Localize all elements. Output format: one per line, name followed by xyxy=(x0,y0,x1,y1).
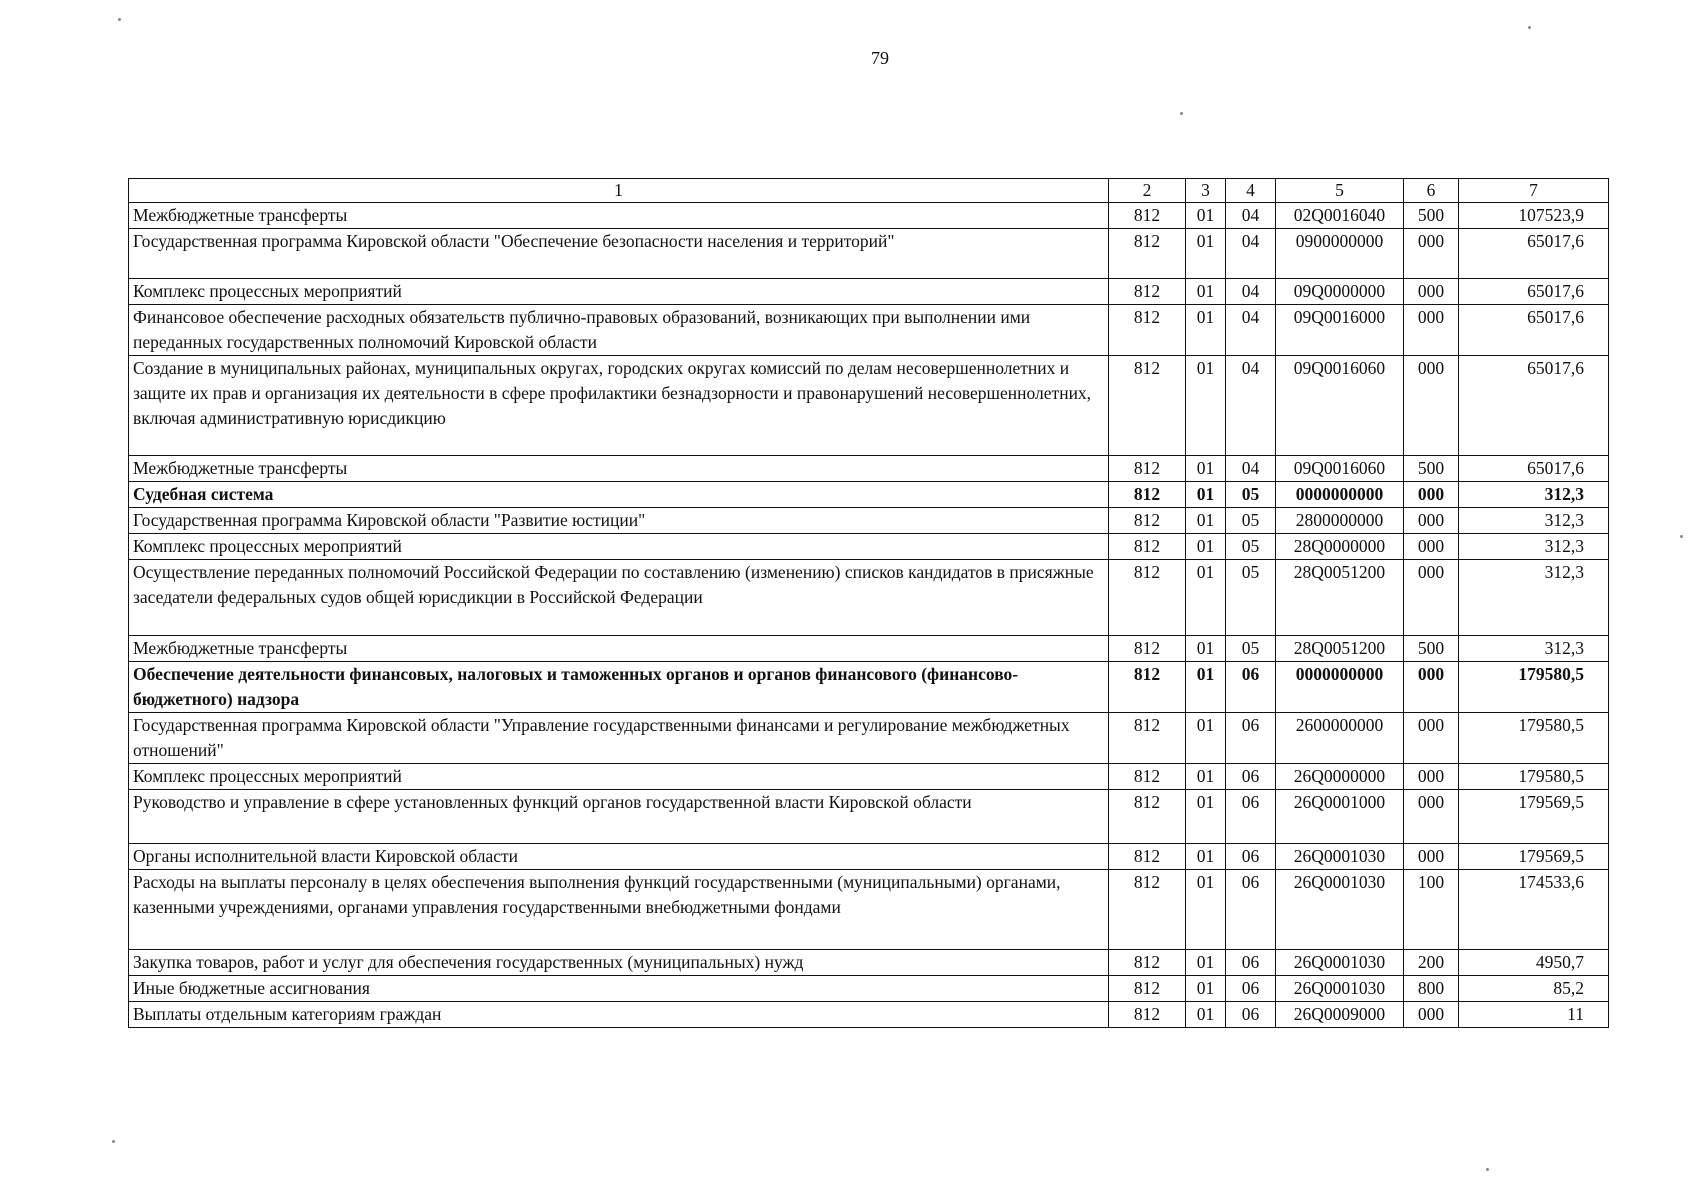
table-row xyxy=(129,305,1609,356)
table-row xyxy=(129,229,1609,279)
scan-speck xyxy=(1528,26,1531,29)
amount-cell: 179569,5 xyxy=(1459,844,1609,870)
subsection-cell: 06 xyxy=(1226,713,1276,764)
subsection-cell: 05 xyxy=(1226,482,1276,508)
target-article-cell: 26Q0001030 xyxy=(1276,844,1404,870)
row-name-cell: Закупка товаров, работ и услуг для обеспечения государственных (муниципальных) нужд xyxy=(129,950,1109,976)
target-article-cell: 0900000000 xyxy=(1276,229,1404,279)
expense-type-cell: 000 xyxy=(1404,662,1459,713)
subsection-cell: 05 xyxy=(1226,508,1276,534)
target-article-cell: 09Q0016000 xyxy=(1276,305,1404,356)
subsection-cell: 04 xyxy=(1226,456,1276,482)
subsection-cell: 04 xyxy=(1226,305,1276,356)
section-cell: 01 xyxy=(1186,560,1226,636)
header-cell: 3 xyxy=(1186,179,1226,203)
target-article-cell: 26Q0001030 xyxy=(1276,870,1404,950)
row-name-cell: Выплаты отдельным категориям граждан xyxy=(129,1002,1109,1028)
ministry-code-cell: 812 xyxy=(1109,508,1186,534)
ministry-code-cell: 812 xyxy=(1109,844,1186,870)
subsection-cell: 05 xyxy=(1226,560,1276,636)
section-cell: 01 xyxy=(1186,203,1226,229)
target-article-cell: 0000000000 xyxy=(1276,662,1404,713)
ministry-code-cell: 812 xyxy=(1109,636,1186,662)
amount-cell: 179580,5 xyxy=(1459,662,1609,713)
section-cell: 01 xyxy=(1186,713,1226,764)
amount-cell: 179580,5 xyxy=(1459,713,1609,764)
section-cell: 01 xyxy=(1186,662,1226,713)
target-article-cell: 0000000000 xyxy=(1276,482,1404,508)
subsection-cell: 06 xyxy=(1226,844,1276,870)
target-article-cell: 2600000000 xyxy=(1276,713,1404,764)
header-cell: 4 xyxy=(1226,179,1276,203)
target-article-cell: 26Q0001030 xyxy=(1276,976,1404,1002)
row-name-cell: Иные бюджетные ассигнования xyxy=(129,976,1109,1002)
section-cell: 01 xyxy=(1186,764,1226,790)
row-name-cell: Межбюджетные трансферты xyxy=(129,636,1109,662)
section-cell: 01 xyxy=(1186,456,1226,482)
row-name-cell: Судебная система xyxy=(129,482,1109,508)
ministry-code-cell: 812 xyxy=(1109,976,1186,1002)
row-name-cell: Государственная программа Кировской области "Управление государственными финансами и регулирование межбюджетных отношений" xyxy=(129,713,1109,764)
row-name-cell: Государственная программа Кировской области "Развитие юстиции" xyxy=(129,508,1109,534)
expense-type-cell: 500 xyxy=(1404,636,1459,662)
subsection-cell: 06 xyxy=(1226,976,1276,1002)
amount-cell: 107523,9 xyxy=(1459,203,1609,229)
section-cell: 01 xyxy=(1186,870,1226,950)
amount-cell: 179580,5 xyxy=(1459,764,1609,790)
scan-speck xyxy=(118,18,121,21)
expense-type-cell: 000 xyxy=(1404,508,1459,534)
row-name-cell: Межбюджетные трансферты xyxy=(129,203,1109,229)
target-article-cell: 09Q0000000 xyxy=(1276,279,1404,305)
table-row xyxy=(129,560,1609,636)
expense-type-cell: 200 xyxy=(1404,950,1459,976)
header-cell: 5 xyxy=(1276,179,1404,203)
table-row xyxy=(129,203,1609,229)
amount-cell: 174533,6 xyxy=(1459,870,1609,950)
section-cell: 01 xyxy=(1186,356,1226,456)
target-article-cell: 2800000000 xyxy=(1276,508,1404,534)
target-article-cell: 28Q0051200 xyxy=(1276,560,1404,636)
ministry-code-cell: 812 xyxy=(1109,279,1186,305)
amount-cell: 312,3 xyxy=(1459,482,1609,508)
target-article-cell: 28Q0051200 xyxy=(1276,636,1404,662)
budget-table xyxy=(128,178,1609,1028)
table-row xyxy=(129,1002,1609,1028)
target-article-cell: 26Q0009000 xyxy=(1276,1002,1404,1028)
table-row xyxy=(129,534,1609,560)
scan-speck xyxy=(1486,1168,1489,1171)
target-article-cell: 26Q0001030 xyxy=(1276,950,1404,976)
ministry-code-cell: 812 xyxy=(1109,790,1186,844)
row-name-cell: Осуществление переданных полномочий Российской Федерации по составлению (изменению) списков кандидатов в присяжные заседатели федеральных судов общей юрисдикции в Российской Федерации xyxy=(129,560,1109,636)
target-article-cell: 28Q0000000 xyxy=(1276,534,1404,560)
amount-cell: 65017,6 xyxy=(1459,229,1609,279)
section-cell: 01 xyxy=(1186,482,1226,508)
amount-cell: 65017,6 xyxy=(1459,356,1609,456)
table-row xyxy=(129,950,1609,976)
scan-speck xyxy=(1180,112,1183,115)
subsection-cell: 05 xyxy=(1226,636,1276,662)
ministry-code-cell: 812 xyxy=(1109,456,1186,482)
row-name-cell: Расходы на выплаты персоналу в целях обеспечения выполнения функций государственными (муниципальными) органами, казенными учреждениями, органами управления государственными внебюджетными фондами xyxy=(129,870,1109,950)
ministry-code-cell: 812 xyxy=(1109,356,1186,456)
row-name-cell: Государственная программа Кировской области "Обеспечение безопасности населения и территорий" xyxy=(129,229,1109,279)
amount-cell: 312,3 xyxy=(1459,508,1609,534)
table-row xyxy=(129,844,1609,870)
ministry-code-cell: 812 xyxy=(1109,764,1186,790)
row-name-cell: Руководство и управление в сфере установленных функций органов государственной власти Кировской области xyxy=(129,790,1109,844)
table-row xyxy=(129,870,1609,950)
page-number: 79 xyxy=(871,48,889,68)
ministry-code-cell: 812 xyxy=(1109,560,1186,636)
expense-type-cell: 100 xyxy=(1404,870,1459,950)
expense-type-cell: 000 xyxy=(1404,1002,1459,1028)
subsection-cell: 05 xyxy=(1226,534,1276,560)
table-row xyxy=(129,508,1609,534)
table-row xyxy=(129,482,1609,508)
expense-type-cell: 000 xyxy=(1404,764,1459,790)
expense-type-cell: 500 xyxy=(1404,203,1459,229)
section-cell: 01 xyxy=(1186,790,1226,844)
subsection-cell: 04 xyxy=(1226,356,1276,456)
table-row xyxy=(129,662,1609,713)
table-row xyxy=(129,636,1609,662)
header-cell: 6 xyxy=(1404,179,1459,203)
header-cell: 2 xyxy=(1109,179,1186,203)
section-cell: 01 xyxy=(1186,229,1226,279)
amount-cell: 85,2 xyxy=(1459,976,1609,1002)
table-row xyxy=(129,764,1609,790)
amount-cell: 65017,6 xyxy=(1459,456,1609,482)
ministry-code-cell: 812 xyxy=(1109,950,1186,976)
amount-cell: 4950,7 xyxy=(1459,950,1609,976)
table-row xyxy=(129,976,1609,1002)
row-name-cell: Комплекс процессных мероприятий xyxy=(129,279,1109,305)
expense-type-cell: 000 xyxy=(1404,844,1459,870)
table-row xyxy=(129,279,1609,305)
row-name-cell: Органы исполнительной власти Кировской области xyxy=(129,844,1109,870)
row-name-cell: Финансовое обеспечение расходных обязательств публично-правовых образований, возникающих при выполнении ими переданных государственных полномочий Кировской области xyxy=(129,305,1109,356)
ministry-code-cell: 812 xyxy=(1109,229,1186,279)
subsection-cell: 04 xyxy=(1226,229,1276,279)
amount-cell: 65017,6 xyxy=(1459,305,1609,356)
table-row xyxy=(129,713,1609,764)
subsection-cell: 06 xyxy=(1226,1002,1276,1028)
ministry-code-cell: 812 xyxy=(1109,662,1186,713)
section-cell: 01 xyxy=(1186,508,1226,534)
row-name-cell: Комплекс процессных мероприятий xyxy=(129,534,1109,560)
section-cell: 01 xyxy=(1186,1002,1226,1028)
ministry-code-cell: 812 xyxy=(1109,1002,1186,1028)
row-name-cell: Создание в муниципальных районах, муниципальных округах, городских округах комиссий по делам несовершеннолетних и защите их прав и организация их деятельности в сфере профилактики безнадзорности и правонарушений несовершеннолетних, включая административную юрисдикцию xyxy=(129,356,1109,456)
amount-cell: 179569,5 xyxy=(1459,790,1609,844)
section-cell: 01 xyxy=(1186,279,1226,305)
subsection-cell: 06 xyxy=(1226,764,1276,790)
ministry-code-cell: 812 xyxy=(1109,713,1186,764)
table-row xyxy=(129,356,1609,456)
subsection-cell: 06 xyxy=(1226,662,1276,713)
amount-cell: 312,3 xyxy=(1459,636,1609,662)
subsection-cell: 06 xyxy=(1226,790,1276,844)
amount-cell: 65017,6 xyxy=(1459,279,1609,305)
section-cell: 01 xyxy=(1186,534,1226,560)
subsection-cell: 06 xyxy=(1226,870,1276,950)
section-cell: 01 xyxy=(1186,305,1226,356)
amount-cell: 11 xyxy=(1459,1002,1609,1028)
table-row xyxy=(129,456,1609,482)
ministry-code-cell: 812 xyxy=(1109,870,1186,950)
target-article-cell: 09Q0016060 xyxy=(1276,456,1404,482)
section-cell: 01 xyxy=(1186,950,1226,976)
expense-type-cell: 000 xyxy=(1404,356,1459,456)
section-cell: 01 xyxy=(1186,636,1226,662)
header-cell: 1 xyxy=(129,179,1109,203)
expense-type-cell: 000 xyxy=(1404,790,1459,844)
section-cell: 01 xyxy=(1186,976,1226,1002)
table-row xyxy=(129,790,1609,844)
expense-type-cell: 500 xyxy=(1404,456,1459,482)
ministry-code-cell: 812 xyxy=(1109,305,1186,356)
target-article-cell: 26Q0001000 xyxy=(1276,790,1404,844)
subsection-cell: 04 xyxy=(1226,203,1276,229)
scan-speck xyxy=(112,1140,115,1143)
expense-type-cell: 000 xyxy=(1404,534,1459,560)
header-row xyxy=(129,179,1609,203)
subsection-cell: 04 xyxy=(1226,279,1276,305)
expense-type-cell: 000 xyxy=(1404,279,1459,305)
expense-type-cell: 000 xyxy=(1404,560,1459,636)
target-article-cell: 02Q0016040 xyxy=(1276,203,1404,229)
ministry-code-cell: 812 xyxy=(1109,482,1186,508)
target-article-cell: 09Q0016060 xyxy=(1276,356,1404,456)
section-cell: 01 xyxy=(1186,844,1226,870)
expense-type-cell: 000 xyxy=(1404,713,1459,764)
header-cell: 7 xyxy=(1459,179,1609,203)
expense-type-cell: 800 xyxy=(1404,976,1459,1002)
subsection-cell: 06 xyxy=(1226,950,1276,976)
amount-cell: 312,3 xyxy=(1459,534,1609,560)
ministry-code-cell: 812 xyxy=(1109,534,1186,560)
ministry-code-cell: 812 xyxy=(1109,203,1186,229)
row-name-cell: Комплекс процессных мероприятий xyxy=(129,764,1109,790)
expense-type-cell: 000 xyxy=(1404,229,1459,279)
expense-type-cell: 000 xyxy=(1404,482,1459,508)
row-name-cell: Обеспечение деятельности финансовых, налоговых и таможенных органов и органов финансового (финансово-бюджетного) надзора xyxy=(129,662,1109,713)
expense-type-cell: 000 xyxy=(1404,305,1459,356)
target-article-cell: 26Q0000000 xyxy=(1276,764,1404,790)
amount-cell: 312,3 xyxy=(1459,560,1609,636)
row-name-cell: Межбюджетные трансферты xyxy=(129,456,1109,482)
scan-speck xyxy=(1680,535,1683,538)
